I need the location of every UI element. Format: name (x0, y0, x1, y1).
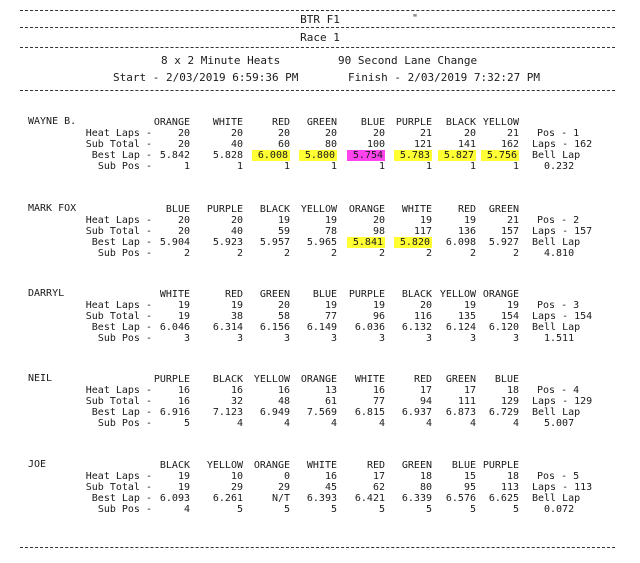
table-cell: 5.957 (259, 237, 290, 248)
table-cell: 3 (330, 333, 337, 344)
table-cell: 2 (378, 248, 385, 259)
table-cell: N/T (271, 493, 290, 504)
table-cell: 4 (425, 418, 432, 429)
table-cell: 141 (457, 139, 476, 150)
lane-color-header: BLACK (401, 289, 432, 300)
table-cell: 6.093 (159, 493, 190, 504)
table-cell: 5 (512, 504, 519, 515)
table-cell: 95 (463, 482, 476, 493)
table-cell: 6.937 (401, 407, 432, 418)
table-cell: 58 (277, 311, 290, 322)
row-label: Best Lap - (91, 237, 152, 248)
table-cell: 77 (372, 396, 385, 407)
table-cell: 20 (277, 128, 290, 139)
table-cell: 20 (177, 215, 190, 226)
table-cell: 20 (177, 139, 190, 150)
total-laps: Laps - 162 (532, 139, 593, 150)
table-cell: 1 (330, 161, 337, 172)
table-cell: 5.828 (212, 150, 243, 161)
table-cell: 19 (506, 300, 519, 311)
lane-color-header: YELLOW (482, 117, 519, 128)
row-label: Sub Pos - (97, 418, 152, 429)
lane-color-header: PURPLE (482, 460, 519, 471)
table-cell: 15 (463, 471, 476, 482)
table-cell: 20 (372, 215, 385, 226)
table-cell: 18 (419, 471, 432, 482)
table-cell: 6.314 (212, 322, 243, 333)
table-cell: 3 (469, 333, 476, 344)
table-cell: 16 (324, 471, 337, 482)
table-cell: 100 (366, 139, 385, 150)
divider (20, 10, 615, 11)
table-cell: 19 (324, 215, 337, 226)
table-cell: 61 (324, 396, 337, 407)
table-cell: 16 (177, 396, 190, 407)
table-cell: 40 (230, 139, 243, 150)
table-cell: 20 (372, 128, 385, 139)
table-cell: 3 (236, 333, 243, 344)
table-cell: 6.916 (159, 407, 190, 418)
table-cell: 19 (324, 300, 337, 311)
total-laps: Laps - 154 (532, 311, 593, 322)
table-cell: 6.120 (488, 322, 519, 333)
lane-color-header: WHITE (212, 117, 243, 128)
table-cell: 135 (457, 311, 476, 322)
row-label: Heat Laps - (85, 385, 152, 396)
total-laps: Laps - 113 (532, 482, 593, 493)
lane-color-header: ORANGE (348, 204, 385, 215)
table-cell: 3 (378, 333, 385, 344)
table-cell: 20 (177, 128, 190, 139)
table-cell: 38 (230, 311, 243, 322)
row-label: Heat Laps - (85, 215, 152, 226)
table-cell: 5.800 (299, 150, 337, 161)
finish-position: Pos - 3 (537, 300, 580, 311)
table-cell: 96 (372, 311, 385, 322)
lane-color-header: WHITE (401, 204, 432, 215)
total-laps: Laps - 157 (532, 226, 593, 237)
lane-color-header: GREEN (401, 460, 432, 471)
table-cell: 3 (425, 333, 432, 344)
row-label: Sub Pos - (97, 504, 152, 515)
lane-color-header: YELLOW (253, 374, 290, 385)
bell-lap-gap: 0.072 (544, 504, 575, 515)
racer-name: MARK FOX (28, 203, 77, 214)
table-cell: 18 (506, 385, 519, 396)
table-cell: 59 (277, 226, 290, 237)
table-cell: 3 (512, 333, 519, 344)
table-cell: 7.123 (212, 407, 243, 418)
lane-color-header: GREEN (306, 117, 337, 128)
table-cell: 6.046 (159, 322, 190, 333)
table-cell: 1 (425, 161, 432, 172)
table-cell: 19 (463, 300, 476, 311)
row-label: Heat Laps - (85, 128, 152, 139)
table-cell: 6.339 (401, 493, 432, 504)
table-cell: 19 (463, 215, 476, 226)
table-cell: 20 (324, 128, 337, 139)
table-cell: 19 (177, 311, 190, 322)
lane-color-header: PURPLE (348, 289, 385, 300)
row-label: Sub Pos - (97, 248, 152, 259)
table-cell: 4 (378, 418, 385, 429)
table-cell: 113 (500, 482, 519, 493)
lane-color-header: ORANGE (482, 289, 519, 300)
table-cell: 5.923 (212, 237, 243, 248)
table-cell: 20 (419, 300, 432, 311)
bell-lap-gap: 1.511 (544, 333, 575, 344)
finish-position: Pos - 2 (537, 215, 580, 226)
table-cell: 6.132 (401, 322, 432, 333)
lane-color-header: BLUE (451, 460, 476, 471)
table-cell: 20 (230, 128, 243, 139)
table-cell: 5.904 (159, 237, 190, 248)
table-cell: 162 (500, 139, 519, 150)
race-name: Race 1 (300, 31, 340, 44)
table-cell: 29 (230, 482, 243, 493)
table-cell: 5.842 (159, 150, 190, 161)
lane-color-header: RED (271, 117, 290, 128)
bell-lap-label: Bell Lap (532, 150, 581, 161)
lane-color-header: BLACK (159, 460, 190, 471)
table-cell: 5 (236, 504, 243, 515)
table-cell: 2 (330, 248, 337, 259)
table-cell: 7.569 (306, 407, 337, 418)
race-start-time: Start - 2/03/2019 6:59:36 PM (113, 71, 299, 84)
table-cell: 10 (230, 471, 243, 482)
row-label: Best Lap - (91, 407, 152, 418)
table-cell: 5 (330, 504, 337, 515)
table-cell: 20 (463, 128, 476, 139)
table-cell: 6.421 (354, 493, 385, 504)
table-cell: 19 (419, 215, 432, 226)
lane-color-header: GREEN (488, 204, 519, 215)
table-cell: 121 (413, 139, 432, 150)
table-cell: 20 (177, 226, 190, 237)
lane-color-header: BLUE (360, 117, 385, 128)
table-cell: 0 (283, 471, 290, 482)
table-cell: 5 (469, 504, 476, 515)
table-cell: 19 (372, 300, 385, 311)
sheet-title: BTR F1 (300, 13, 340, 26)
bell-lap-gap: 0.232 (544, 161, 575, 172)
row-label: Heat Laps - (85, 471, 152, 482)
table-cell: 5 (425, 504, 432, 515)
table-cell: 6.098 (445, 237, 476, 248)
table-cell: 136 (457, 226, 476, 237)
lane-color-header: WHITE (159, 289, 190, 300)
row-label: Sub Total - (85, 226, 152, 237)
lane-color-header: PURPLE (395, 117, 432, 128)
row-label: Sub Total - (85, 139, 152, 150)
lane-color-header: RED (457, 204, 476, 215)
race-finish-time: Finish - 2/03/2019 7:32:27 PM (348, 71, 541, 84)
lane-color-header: ORANGE (300, 374, 337, 385)
table-cell: 5.827 (438, 150, 476, 161)
racer-name: DARRYL (28, 288, 65, 299)
table-cell: 4 (330, 418, 337, 429)
table-cell: 21 (419, 128, 432, 139)
table-cell: 62 (372, 482, 385, 493)
divider (20, 547, 615, 548)
table-cell: 60 (277, 139, 290, 150)
bell-lap-label: Bell Lap (532, 407, 581, 418)
table-cell: 5 (378, 504, 385, 515)
table-cell: 19 (177, 482, 190, 493)
lane-color-header: GREEN (259, 289, 290, 300)
table-cell: 6.008 (252, 150, 290, 161)
lane-change: 90 Second Lane Change (338, 54, 478, 67)
table-cell: 5.965 (306, 237, 337, 248)
table-cell: 78 (324, 226, 337, 237)
table-cell: 2 (425, 248, 432, 259)
bell-lap-label: Bell Lap (532, 322, 581, 333)
table-cell: 4 (283, 418, 290, 429)
table-cell: 80 (324, 139, 337, 150)
table-cell: 17 (419, 385, 432, 396)
table-cell: 20 (230, 215, 243, 226)
lane-color-header: PURPLE (206, 204, 243, 215)
table-cell: 16 (230, 385, 243, 396)
table-cell: 45 (324, 482, 337, 493)
table-cell: 5.927 (488, 237, 519, 248)
table-cell: 2 (469, 248, 476, 259)
table-cell: 5.820 (394, 237, 432, 248)
table-cell: 1 (512, 161, 519, 172)
table-cell: 2 (512, 248, 519, 259)
title-mark: " (412, 13, 419, 24)
table-cell: 32 (230, 396, 243, 407)
table-cell: 5.754 (347, 150, 385, 161)
row-label: Best Lap - (91, 150, 152, 161)
table-cell: 17 (463, 385, 476, 396)
table-cell: 77 (324, 311, 337, 322)
row-label: Best Lap - (91, 493, 152, 504)
table-cell: 6.625 (488, 493, 519, 504)
lane-color-header: RED (413, 374, 432, 385)
table-cell: 3 (283, 333, 290, 344)
lane-color-header: BLUE (312, 289, 337, 300)
table-cell: 6.873 (445, 407, 476, 418)
table-cell: 154 (500, 311, 519, 322)
finish-position: Pos - 1 (537, 128, 580, 139)
table-cell: 2 (183, 248, 190, 259)
divider (20, 47, 615, 48)
table-cell: 48 (277, 396, 290, 407)
table-cell: 129 (500, 396, 519, 407)
lane-color-header: BLACK (445, 117, 476, 128)
table-cell: 116 (413, 311, 432, 322)
table-cell: 3 (183, 333, 190, 344)
table-cell: 5.783 (394, 150, 432, 161)
table-cell: 6.036 (354, 322, 385, 333)
table-cell: 80 (419, 482, 432, 493)
lane-color-header: ORANGE (253, 460, 290, 471)
row-label: Best Lap - (91, 322, 152, 333)
bell-lap-gap: 5.007 (544, 418, 575, 429)
row-label: Sub Total - (85, 396, 152, 407)
table-cell: 4 (469, 418, 476, 429)
table-cell: 2 (283, 248, 290, 259)
lane-color-header: RED (366, 460, 385, 471)
lane-color-header: RED (224, 289, 243, 300)
bell-lap-label: Bell Lap (532, 493, 581, 504)
table-cell: 117 (413, 226, 432, 237)
row-label: Sub Total - (85, 482, 152, 493)
row-label: Sub Pos - (97, 333, 152, 344)
table-cell: 16 (177, 385, 190, 396)
table-cell: 20 (277, 300, 290, 311)
lane-color-header: ORANGE (153, 117, 190, 128)
lane-color-header: GREEN (445, 374, 476, 385)
table-cell: 1 (183, 161, 190, 172)
table-cell: 6.393 (306, 493, 337, 504)
bell-lap-label: Bell Lap (532, 237, 581, 248)
table-cell: 5.756 (481, 150, 519, 161)
table-cell: 6.815 (354, 407, 385, 418)
row-label: Sub Total - (85, 311, 152, 322)
table-cell: 6.576 (445, 493, 476, 504)
lane-color-header: BLUE (165, 204, 190, 215)
table-cell: 111 (457, 396, 476, 407)
table-cell: 19 (177, 471, 190, 482)
table-cell: 6.149 (306, 322, 337, 333)
table-cell: 19 (177, 300, 190, 311)
lane-color-header: YELLOW (206, 460, 243, 471)
table-cell: 21 (506, 215, 519, 226)
finish-position: Pos - 4 (537, 385, 580, 396)
table-cell: 2 (236, 248, 243, 259)
table-cell: 29 (277, 482, 290, 493)
table-cell: 6.156 (259, 322, 290, 333)
table-cell: 5 (183, 418, 190, 429)
table-cell: 40 (230, 226, 243, 237)
lane-color-header: BLUE (494, 374, 519, 385)
heat-format: 8 x 2 Minute Heats (161, 54, 281, 67)
table-cell: 16 (372, 385, 385, 396)
total-laps: Laps - 129 (532, 396, 593, 407)
table-cell: 5 (283, 504, 290, 515)
table-cell: 4 (512, 418, 519, 429)
row-label: Heat Laps - (85, 300, 152, 311)
divider (20, 90, 615, 91)
racer-name: JOE (28, 459, 47, 470)
divider (20, 27, 615, 28)
table-cell: 6.949 (259, 407, 290, 418)
table-cell: 94 (419, 396, 432, 407)
table-cell: 6.261 (212, 493, 243, 504)
lane-color-header: WHITE (354, 374, 385, 385)
table-cell: 4 (236, 418, 243, 429)
table-cell: 13 (324, 385, 337, 396)
table-cell: 18 (506, 471, 519, 482)
table-cell: 157 (500, 226, 519, 237)
table-cell: 4 (183, 504, 190, 515)
table-cell: 21 (506, 128, 519, 139)
table-cell: 6.124 (445, 322, 476, 333)
racer-name: NEIL (28, 373, 53, 384)
bell-lap-gap: 4.810 (544, 248, 575, 259)
lane-color-header: YELLOW (439, 289, 476, 300)
table-cell: 1 (469, 161, 476, 172)
table-cell: 19 (277, 215, 290, 226)
table-cell: 6.729 (488, 407, 519, 418)
table-cell: 5.841 (347, 237, 385, 248)
table-cell: 17 (372, 471, 385, 482)
lane-color-header: PURPLE (153, 374, 190, 385)
lane-color-header: WHITE (306, 460, 337, 471)
table-cell: 19 (230, 300, 243, 311)
lane-color-header: BLACK (212, 374, 243, 385)
racer-name: WAYNE B. (28, 116, 77, 127)
lane-color-header: YELLOW (300, 204, 337, 215)
table-cell: 16 (277, 385, 290, 396)
table-cell: 1 (236, 161, 243, 172)
table-cell: 1 (378, 161, 385, 172)
lane-color-header: BLACK (259, 204, 290, 215)
finish-position: Pos - 5 (537, 471, 580, 482)
table-cell: 98 (372, 226, 385, 237)
row-label: Sub Pos - (97, 161, 152, 172)
table-cell: 1 (283, 161, 290, 172)
